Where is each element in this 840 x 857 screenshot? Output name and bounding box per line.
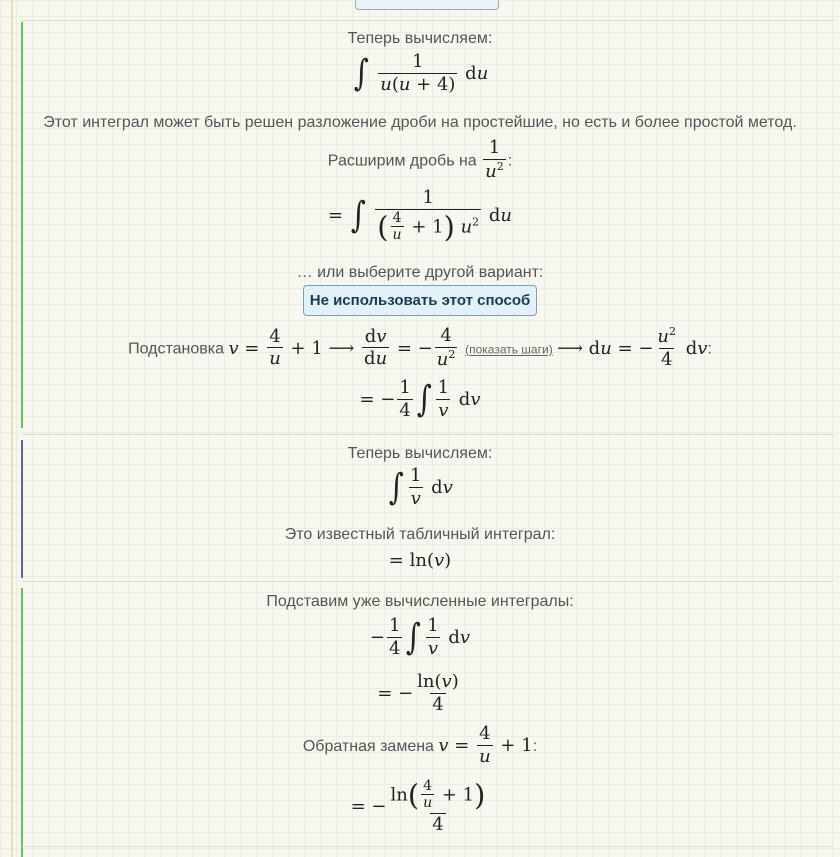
compute-label-2: Теперь вычисляем: bbox=[347, 445, 493, 462]
previous-step-button[interactable] bbox=[355, 0, 499, 10]
substituted-integral: = − $\frac{1}{4}$ ∫ $\frac{1}{v}$ dv bbox=[359, 377, 481, 421]
dont-use-method-button[interactable]: Не использовать этот способ bbox=[303, 285, 538, 316]
partial-fraction-note: Этот интеграл может быть решен разложение дроби на простейшие, но есть и более простой метод. bbox=[43, 114, 797, 131]
back-substitution-row: Обратная замена v = $\frac{4}{u}$ + 1: bbox=[302, 723, 538, 767]
show-steps-link[interactable]: (показать шаги) bbox=[465, 342, 553, 357]
substitution-row: Подстановка v = $\frac{4}{u}$ + 1 ⟶ $\frac{dv}{du}$ = − $\frac{4}{u^2}$ (показать шаги) ⟶ du = − $\frac{u^2}{4}$ dv: bbox=[128, 325, 712, 370]
integral-expression: ∫ $\frac{1}{u(u + 4)}$ du bbox=[353, 51, 489, 95]
expand-fraction-row: Расширим дробь на $\frac{1}{u^2}$ : bbox=[327, 137, 513, 182]
known-integral-label: Это известный табличный интеграл: bbox=[284, 526, 556, 543]
button-row bbox=[0, 285, 840, 316]
final-result: = − ln( $\frac{4}{u}$ + 1) 4 bbox=[350, 777, 486, 835]
or-choose-label: … или выберите другой вариант: bbox=[296, 264, 544, 281]
divider bbox=[22, 434, 834, 435]
divider bbox=[22, 581, 834, 582]
back-substitution-label: Обратная замена bbox=[302, 738, 434, 756]
divider bbox=[22, 846, 834, 847]
combined-integral: − $\frac{1}{4}$ ∫ $\frac{1}{v}$ dv bbox=[369, 615, 471, 659]
substitution-label: Подстановка bbox=[128, 340, 225, 358]
simple-integral: ∫ $\frac{1}{v}$ dv bbox=[389, 465, 453, 509]
expanded-integral: = ∫ 1 ( $\frac{4}{u}$ + 1) $u^2$ du bbox=[327, 187, 512, 244]
expand-label: Расширим дробь на bbox=[327, 152, 477, 170]
compute-label: Теперь вычисляем: bbox=[347, 30, 493, 47]
divider bbox=[22, 20, 834, 21]
substitute-computed-label: Подставим уже вычисленные интегралы: bbox=[266, 593, 574, 610]
result-in-v: = − $\frac{\ln(v)}{4}$ bbox=[377, 671, 459, 715]
ln-result: = ln(v) bbox=[388, 550, 452, 571]
